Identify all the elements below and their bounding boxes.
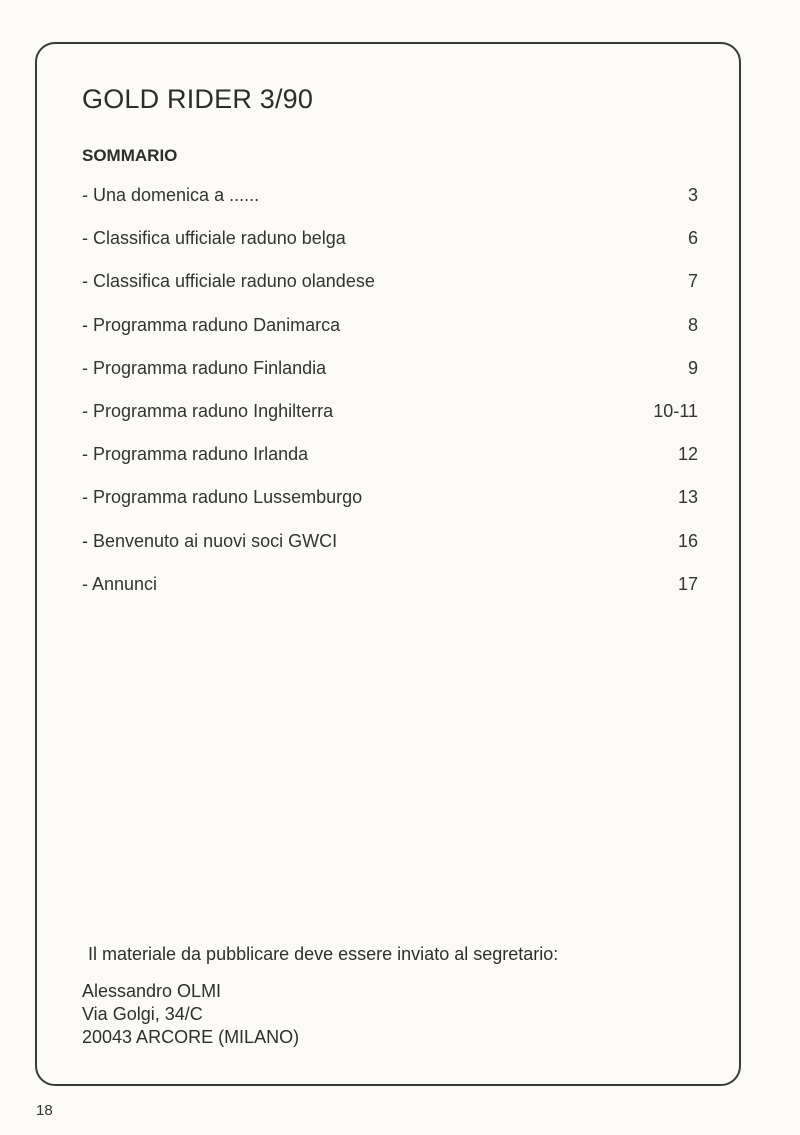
toc-entry <box>82 574 698 617</box>
toc-entry <box>82 444 698 487</box>
toc-entry-label: - Annunci <box>82 573 158 594</box>
toc-entry-label: - Programma raduno Irlanda <box>82 444 309 465</box>
toc-entry-label: - Una domenica a ...... <box>82 185 260 205</box>
toc-entry-page: 12 <box>677 444 698 465</box>
toc-entry-page: 13 <box>677 487 698 508</box>
toc-entry <box>82 531 698 574</box>
document-title: GOLD RIDER 3/90 <box>82 84 314 114</box>
address-street: Via Golgi, 34/C <box>82 1004 203 1024</box>
toc-entry <box>82 487 698 530</box>
toc-entry-label: - Programma raduno Inghilterra <box>82 400 334 421</box>
toc-entry <box>82 185 698 228</box>
toc-entry-page: 7 <box>687 271 698 292</box>
toc-entry-page: 8 <box>687 314 698 335</box>
toc-entry-label: - Programma raduno Lussemburgo <box>82 487 363 508</box>
toc-entry-label: - Programma raduno Danimarca <box>82 314 341 335</box>
toc-entry-label: - Classifica ufficiale raduno belga <box>82 228 346 249</box>
address-city: 20043 ARCORE (MILANO) <box>82 1027 300 1047</box>
toc-entry <box>82 358 698 401</box>
toc-entry <box>82 401 698 444</box>
section-heading: SOMMARIO <box>82 146 178 165</box>
toc-entry-page: 17 <box>677 573 698 594</box>
page-number: 18 <box>36 1102 53 1119</box>
toc-entry-page: 16 <box>677 530 698 551</box>
toc-entry-page: 3 <box>687 185 698 205</box>
toc-entry-label: - Programma raduno Finlandia <box>82 357 327 378</box>
toc-entry <box>82 315 698 358</box>
toc-entry-page: 10-11 <box>653 400 698 421</box>
secretary-address <box>82 980 299 1049</box>
toc-entry-label: - Classifica ufficiale raduno olandese <box>82 271 375 292</box>
toc-entry-page: 9 <box>687 357 698 378</box>
table-of-contents <box>82 185 698 617</box>
address-name: Alessandro OLMI <box>82 981 222 1001</box>
submission-notice: Il materiale da pubblicare deve essere inviato al segretario: <box>88 944 559 964</box>
toc-entry-page: 6 <box>687 228 698 249</box>
toc-entry <box>82 228 698 271</box>
toc-entry <box>82 271 698 314</box>
toc-entry-label: - Benvenuto ai nuovi soci GWCI <box>82 530 338 551</box>
